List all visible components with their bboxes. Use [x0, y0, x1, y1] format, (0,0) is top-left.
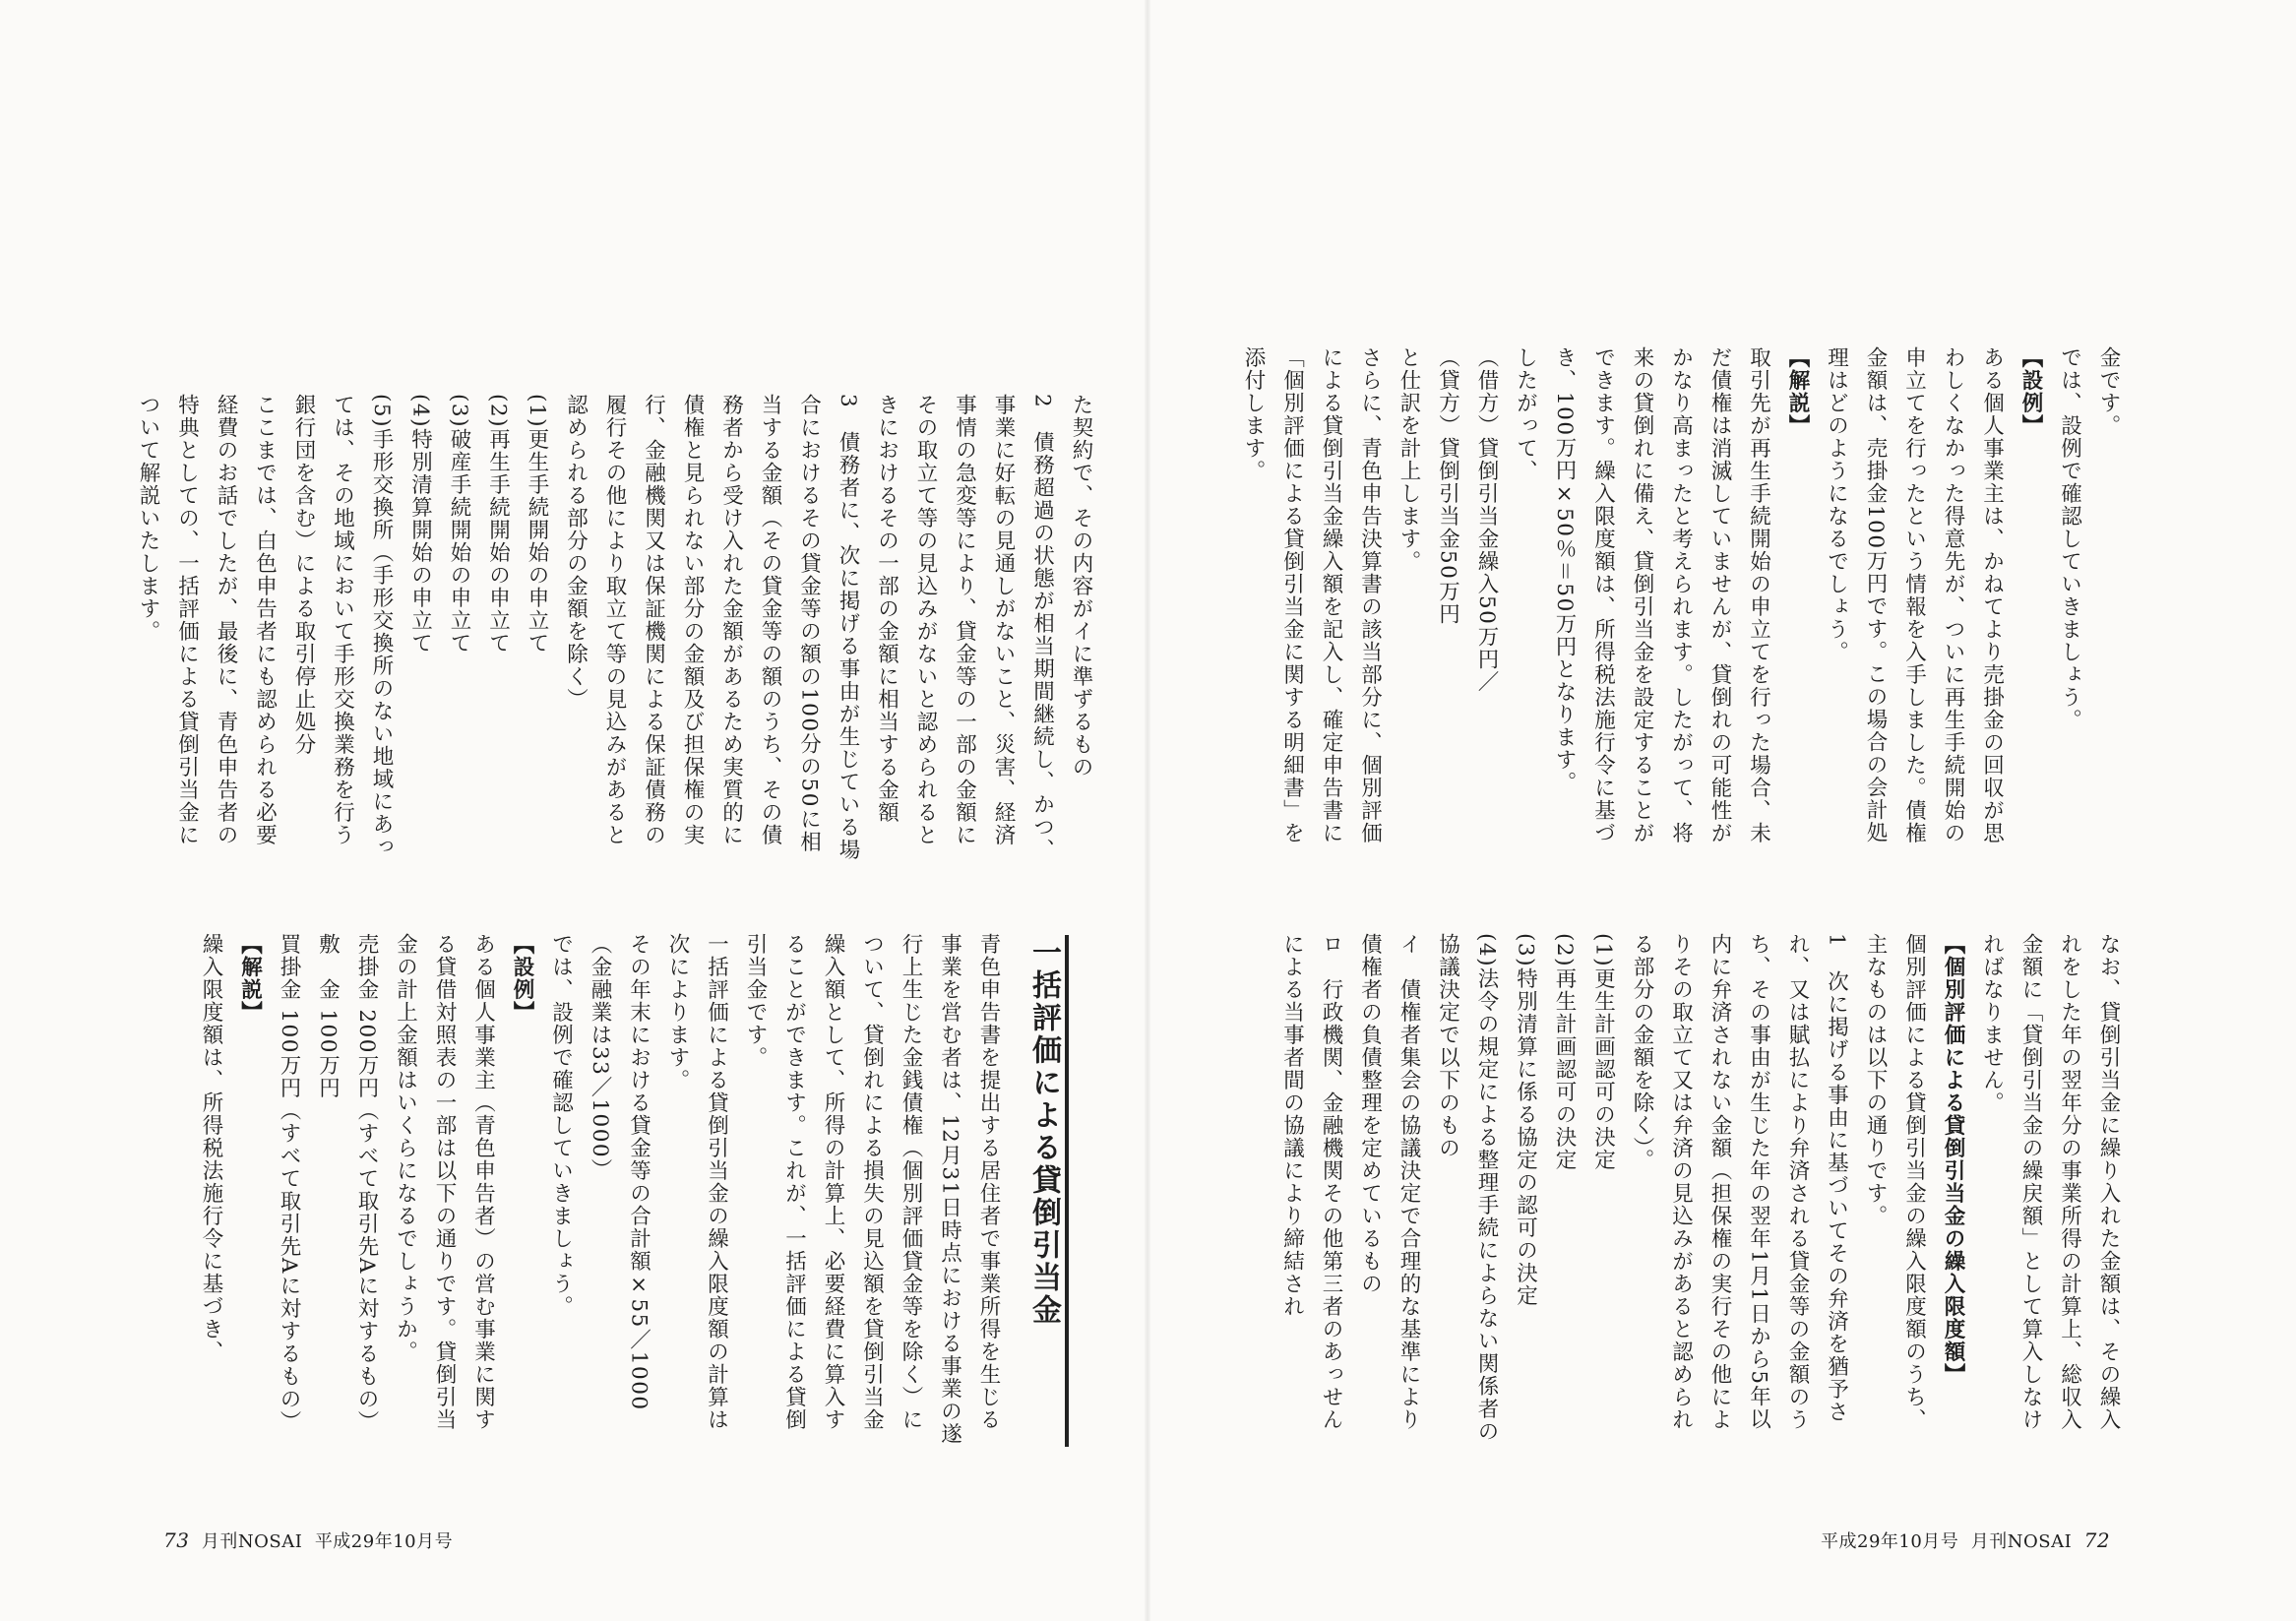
section-heading: 【設例】: [2018, 346, 2043, 437]
issue-date: 平成29年10月号: [314, 1531, 454, 1552]
page-number: 72: [2083, 1528, 2111, 1552]
paragraph: ある個人事業主は、かねてより売掛金の回収が思わしくなかった得意先が、ついに再生手続開始の申立てを行ったという情報を入手しました。債権金額は、売掛金100万円です。この場合の会計処理はどのようになるでしょう。: [1824, 346, 2005, 844]
section-heading: 【個別評価による貸倒引当金の繰入限度額】: [1941, 933, 1965, 1386]
paragraph: なお、貸倒引当金に繰り入れた金額は、その繰入れをした年の翌年分の事業所得の計算上、総収入金額に「貸倒引当金の繰戻額」として算入しなければなりません。: [1979, 933, 2121, 1431]
page-number: 73: [163, 1528, 190, 1552]
list-item: (5)手形交換所（手形交換所のない地域にあっては、その地域において手形交換業務を行う銀行団を含む）による取引停止処分: [291, 394, 394, 858]
section-heading: 【解説】: [1785, 346, 1810, 437]
balance-item: 売掛金 200万円（すべて取引先Aに対するもの）: [354, 933, 379, 1433]
paragraph: では、設例で確認していきましょう。: [548, 933, 574, 1318]
list-item: (4)法令の規定による整理手続によらない関係者の協議決定で以下のもの: [1435, 933, 1499, 1443]
numbered-item: 2 債務超過の状態が相当期間継続し、かつ、事業に好転の見通しがないこと、災害、経済事情の急変等により、貸金等の一部の金額にその取立て等の見込みがないと認められるときにおけるその一部の金額に相当する金額: [874, 394, 1055, 862]
paragraph: た契約で、その内容がイに準ずるもの: [1069, 394, 1093, 779]
magazine-name: 月刊NOSAI: [201, 1531, 303, 1552]
journal-entry-debit: （借方）貸倒引当金繰入50万円／: [1474, 346, 1499, 694]
list-item: ロ 行政機関、金融機関その他第三者のあっせんによる当事者間の協議により締結され: [1279, 933, 1343, 1431]
left-page-bottom-section: [116, 933, 1008, 1448]
paragraph: ここまでは、白色申告者にも認められる必要経費のお話でしたが、最後に、青色申告者の特典としての、一括評価による貸倒引当金について解説いたします。: [136, 394, 278, 846]
list-item: (2)再生計画認可の決定: [1552, 933, 1577, 1171]
right-page-top-section: [1212, 346, 2128, 860]
formula-note: （金融業は33／1000）: [588, 933, 612, 1182]
section-heading: 【設例】: [510, 933, 534, 1024]
paragraph: 青色申告書を提出する居住者で事業所得を生じる事業を営む者は、12月31日時点における事業の遂行上生じた金銭債権（個別評価貸金等を除く）について、貸倒れによる損失の見込額を貸倒引当金繰入額として、所得の計算上、必要経費に算入することができます。これが、一括評価による貸倒引当金です。: [743, 933, 1001, 1446]
paragraph: したがって、: [1513, 346, 1538, 482]
right-page-footer: [1821, 1527, 2110, 1553]
page-gutter: [1145, 0, 1150, 1621]
list-item: (3)破産手続開始の申立て: [447, 394, 471, 655]
list-item: (3)特別清算に係る協定の認可の決定: [1513, 933, 1538, 1307]
list-item: イ 債権者集会の協議決定で合理的な基準により債権者の負債整理を定めているもの: [1357, 933, 1421, 1431]
paragraph: 繰入限度額は、所得税法施行令に基づき、: [199, 933, 223, 1363]
balance-item: 買掛金 100万円（すべて取引先Aに対するもの）: [277, 933, 301, 1433]
section-title-rule: [1065, 935, 1069, 1447]
paragraph: 取引先が再生手続開始の申立てを行った場合、未だ債権は消滅していませんが、貸倒れの可能性がかなり高まったと考えられます。したがって、将来の貸倒れに備え、貸倒引当金を設定することができます。繰入限度額は、所得税法施行令に基づき、100万円×50％＝50万円となります。: [1552, 346, 1771, 844]
paragraph: では、設例で確認していきましょう。: [2057, 346, 2082, 731]
left-page-top-section: [116, 394, 1100, 864]
section-heading: 【解説】: [237, 933, 263, 1024]
paragraph: さらに、青色申告決算書の該当部分に、個別評価による貸倒引当金繰入額を記入し、確定申告書に「個別評価による貸倒引当金に関する明細書」を添付します。: [1241, 346, 1383, 844]
journal-entry-credit: （貸方）貸倒引当金50万円: [1435, 346, 1460, 626]
right-page-bottom-section: [1212, 933, 2128, 1448]
list-item: (2)再生手続開始の申立て: [485, 394, 511, 655]
numbered-item: 3 債務者に、次に掲げる事由が生じている場合におけるその貸金等の額の100分の50に相当する金額（その貸金等の額のうち、その債務者から受け入れた金額があるため実質的に債権と見られない部分の金額及び担保権の実行、金融機関又は保証機関による保証債務の履行その他により取立て等の見込みがあると認められる部分の金額を除く）: [563, 394, 860, 862]
list-item: (1)更生手続開始の申立て: [525, 394, 549, 655]
list-item: (4)特別清算開始の申立て: [407, 394, 433, 655]
list-item: (1)更生計画認可の決定: [1590, 933, 1616, 1171]
formula: その年末における貸金等の合計額×55／1000: [626, 933, 652, 1411]
balance-item: 敷 金 100万円: [315, 933, 341, 1099]
paragraph: 個別評価による貸倒引当金の繰入限度額のうち、主なものは以下の通りです。: [1863, 933, 1927, 1431]
issue-date: 平成29年10月号: [1821, 1531, 1959, 1552]
paragraph: ある個人事業主（青色申告者）の営む事業に関する貸借対照表の一部は以下の通りです。貸倒引当金の計上金額はいくらになるでしょうか。: [393, 933, 496, 1431]
left-page-footer: [163, 1527, 453, 1553]
paragraph: と仕訳を計上します。: [1396, 346, 1421, 573]
list-item: 1 次に掲げる事由に基づいてその弁済を猶予され、又は賦払により弁済される貸金等の金額のうち、その事由が生じた年の翌年1月1日から5年以内に弁済されない金額（担保権の実行その他によりその取立て又は弁済の見込みがあると認められる部分の金額を除く）。: [1630, 933, 1849, 1431]
magazine-name: 月刊NOSAI: [1970, 1531, 2073, 1552]
section-title: 一括評価による貸倒引当金: [1026, 937, 1061, 1327]
paragraph: 一括評価による貸倒引当金の繰入限度額の計算は次によります。: [665, 933, 729, 1431]
paragraph: 金です。: [2096, 346, 2121, 437]
